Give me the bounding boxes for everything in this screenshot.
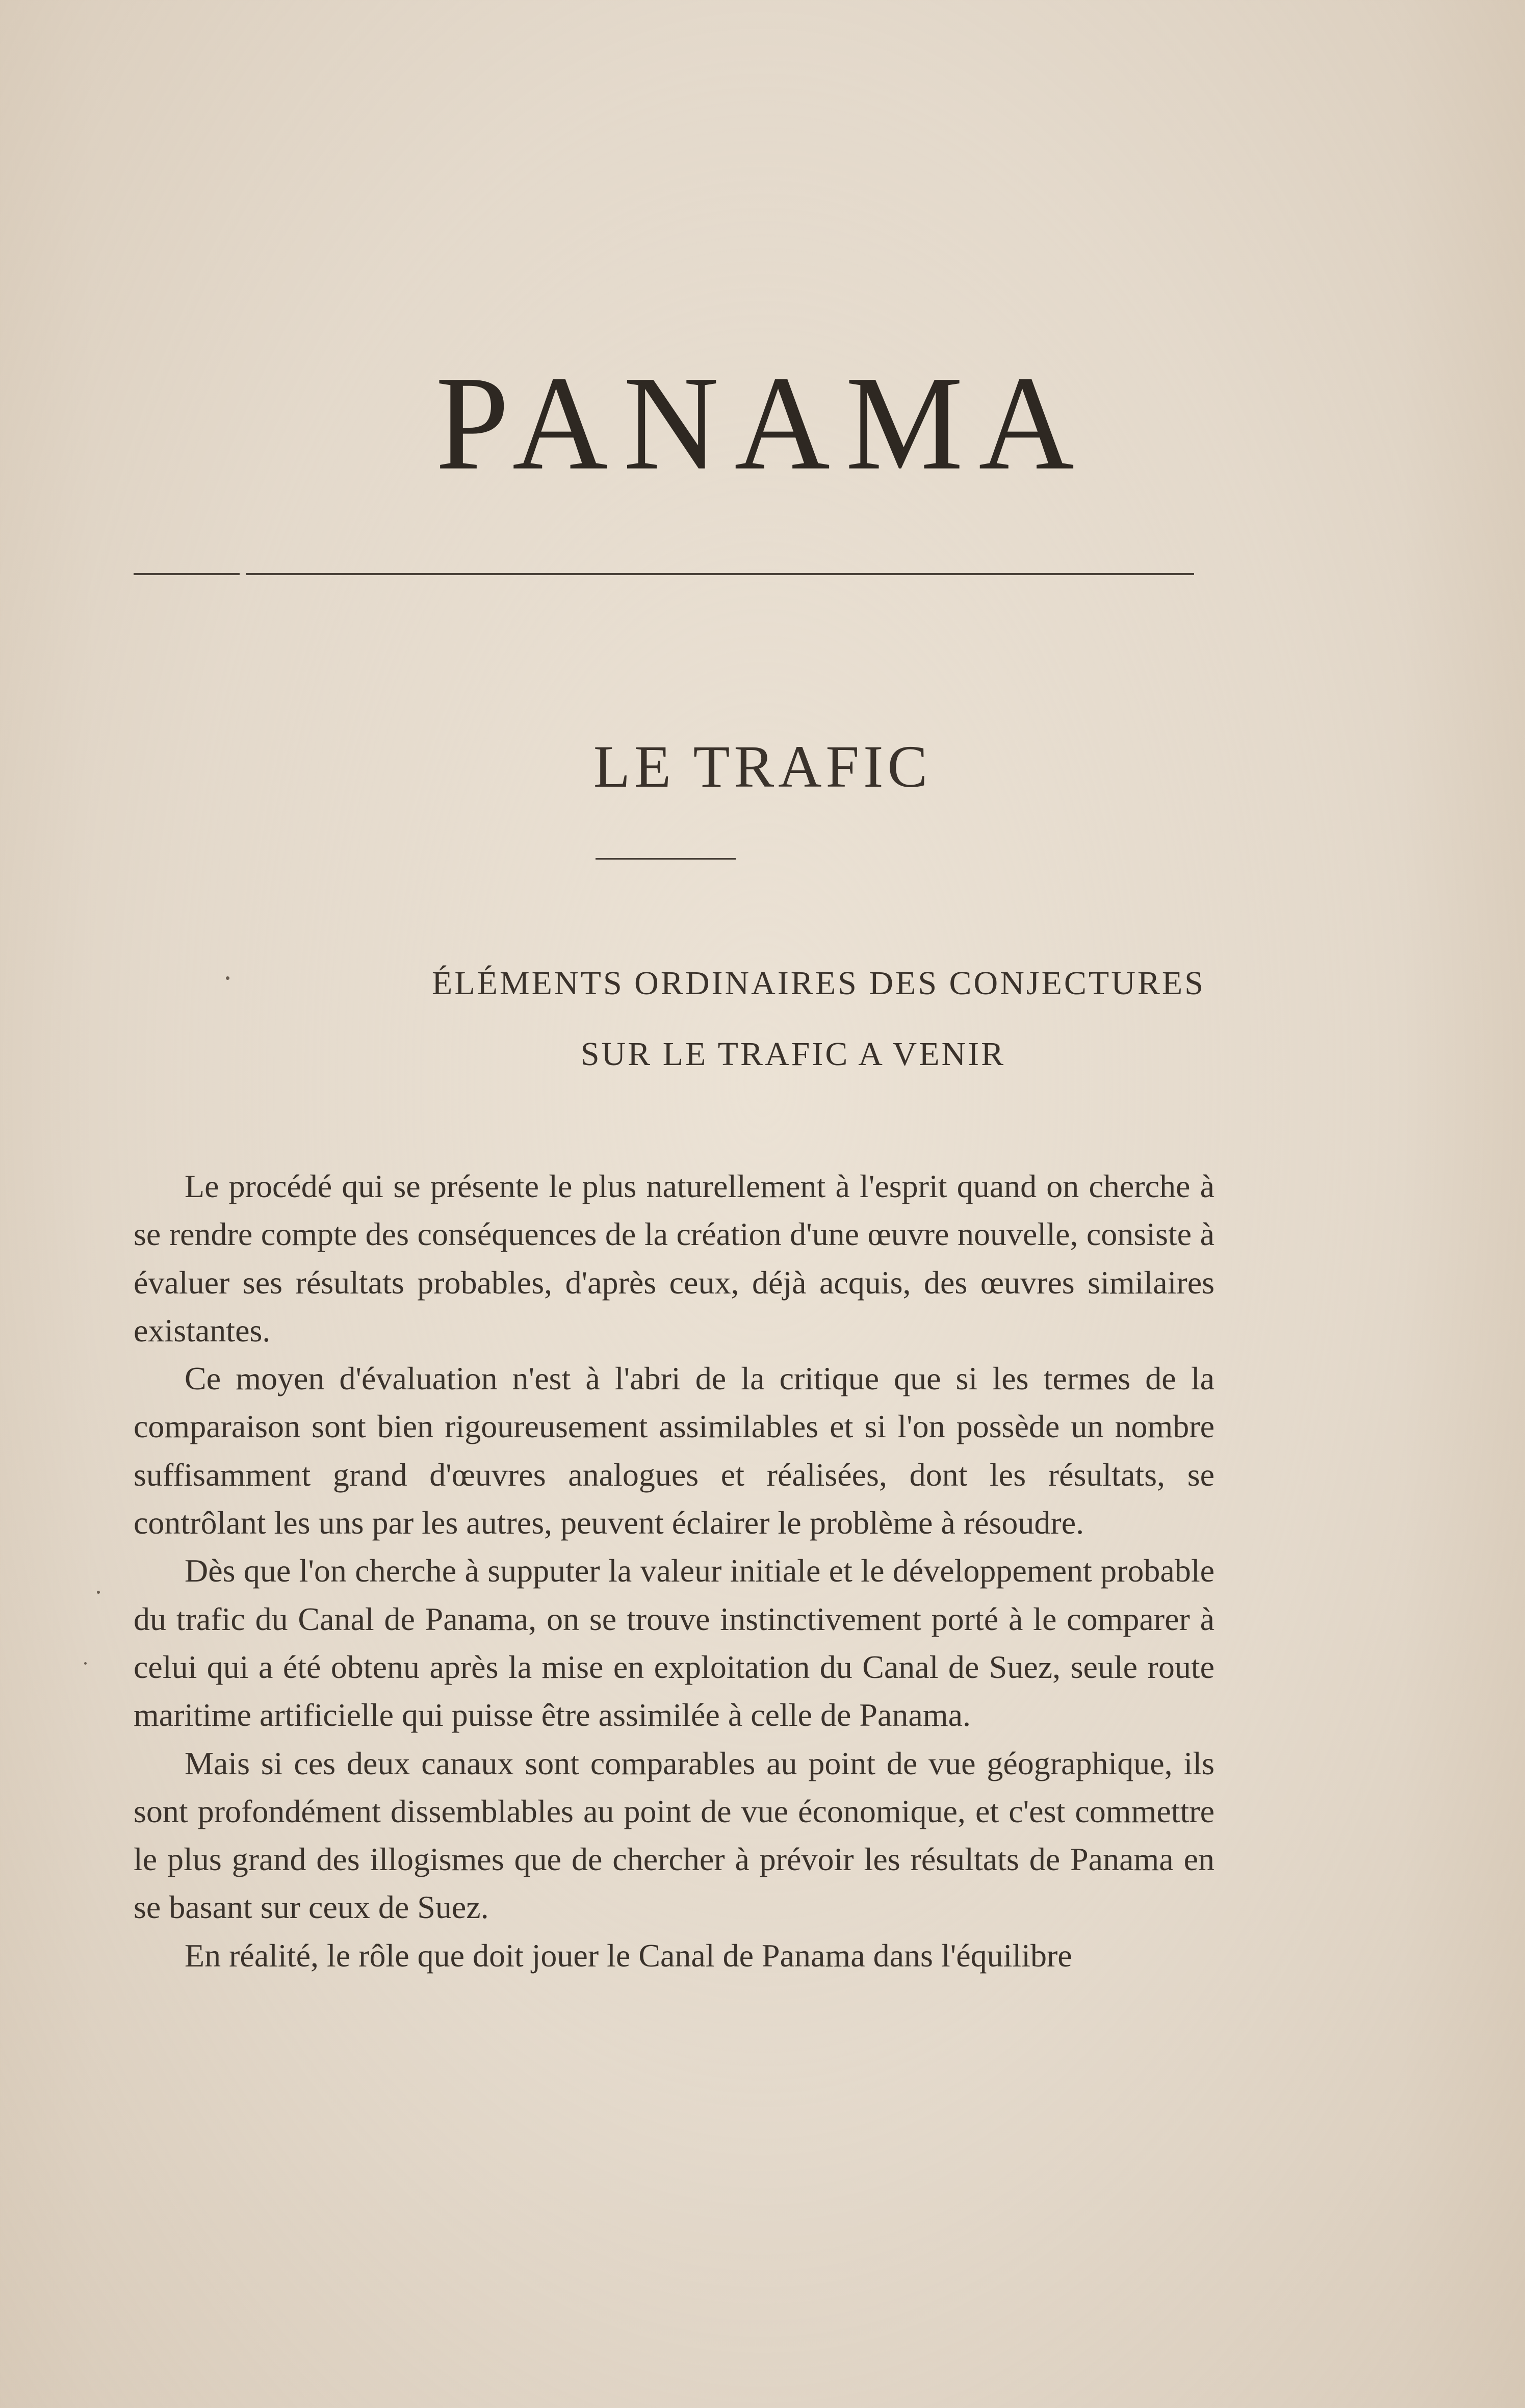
subtitle-line-2: SUR LE TRAFIC A VENIR (580, 1035, 1006, 1073)
paragraph-5: En réalité, le rôle que doit jouer le Canal de Panama dans l'équilibre (185, 1937, 1072, 1974)
paragraph-3: Dès que l'on cherche à supputer la valeur initiale et le développement probable du trafic du Canal de Panama, on se trouve instinctivement porté à le comparer à celui qui a été obtenu après la mise en exploitation du Canal de Suez, seule route maritime artificielle qui puisse être assimilée à celle de Panama. (134, 1552, 1214, 1733)
paragraph-1: Le procédé qui se présente le plus naturellement à l'esprit quand on cherche à se rendre compte des conséquences de la création d'une œuvre nouvelle, consiste à évaluer ses résultats probables, d'après ceux, déjà acquis, des œuvres similaires existantes. (134, 1168, 1214, 1349)
title-divider-gap (240, 572, 246, 575)
main-title: PANAMA (435, 348, 1090, 498)
section-title: LE TRAFIC (593, 733, 932, 800)
subtitle-line-1: ÉLÉMENTS ORDINAIRES DES CONJECTURES (432, 965, 1205, 1002)
paragraph-4: Mais si ces deux canaux sont comparables au point de vue géographique, ils sont profondément dissemblables au point de vue économique, et c'est commettre le plus grand des illogismes que de chercher à prévoir les résultats de Panama en se basant sur ceux de Suez. (134, 1745, 1214, 1926)
paper-speck (226, 976, 229, 980)
title-divider-rule (134, 573, 1194, 575)
section-divider-rule (596, 858, 736, 860)
paper-speck (97, 1591, 100, 1594)
paragraph-2: Ce moyen d'évaluation n'est à l'abri de la critique que si les termes de la comparaison sont bien rigoureusement assimilables et si l'on possède un nombre suffisamment grand d'œuvres analogues et réalisées, dont les résultats, se contrôlant les uns par les autres, peuvent éclairer le problème à résoudre. (134, 1360, 1214, 1541)
paper-speck (84, 1662, 87, 1665)
body-text (134, 1162, 1214, 1980)
